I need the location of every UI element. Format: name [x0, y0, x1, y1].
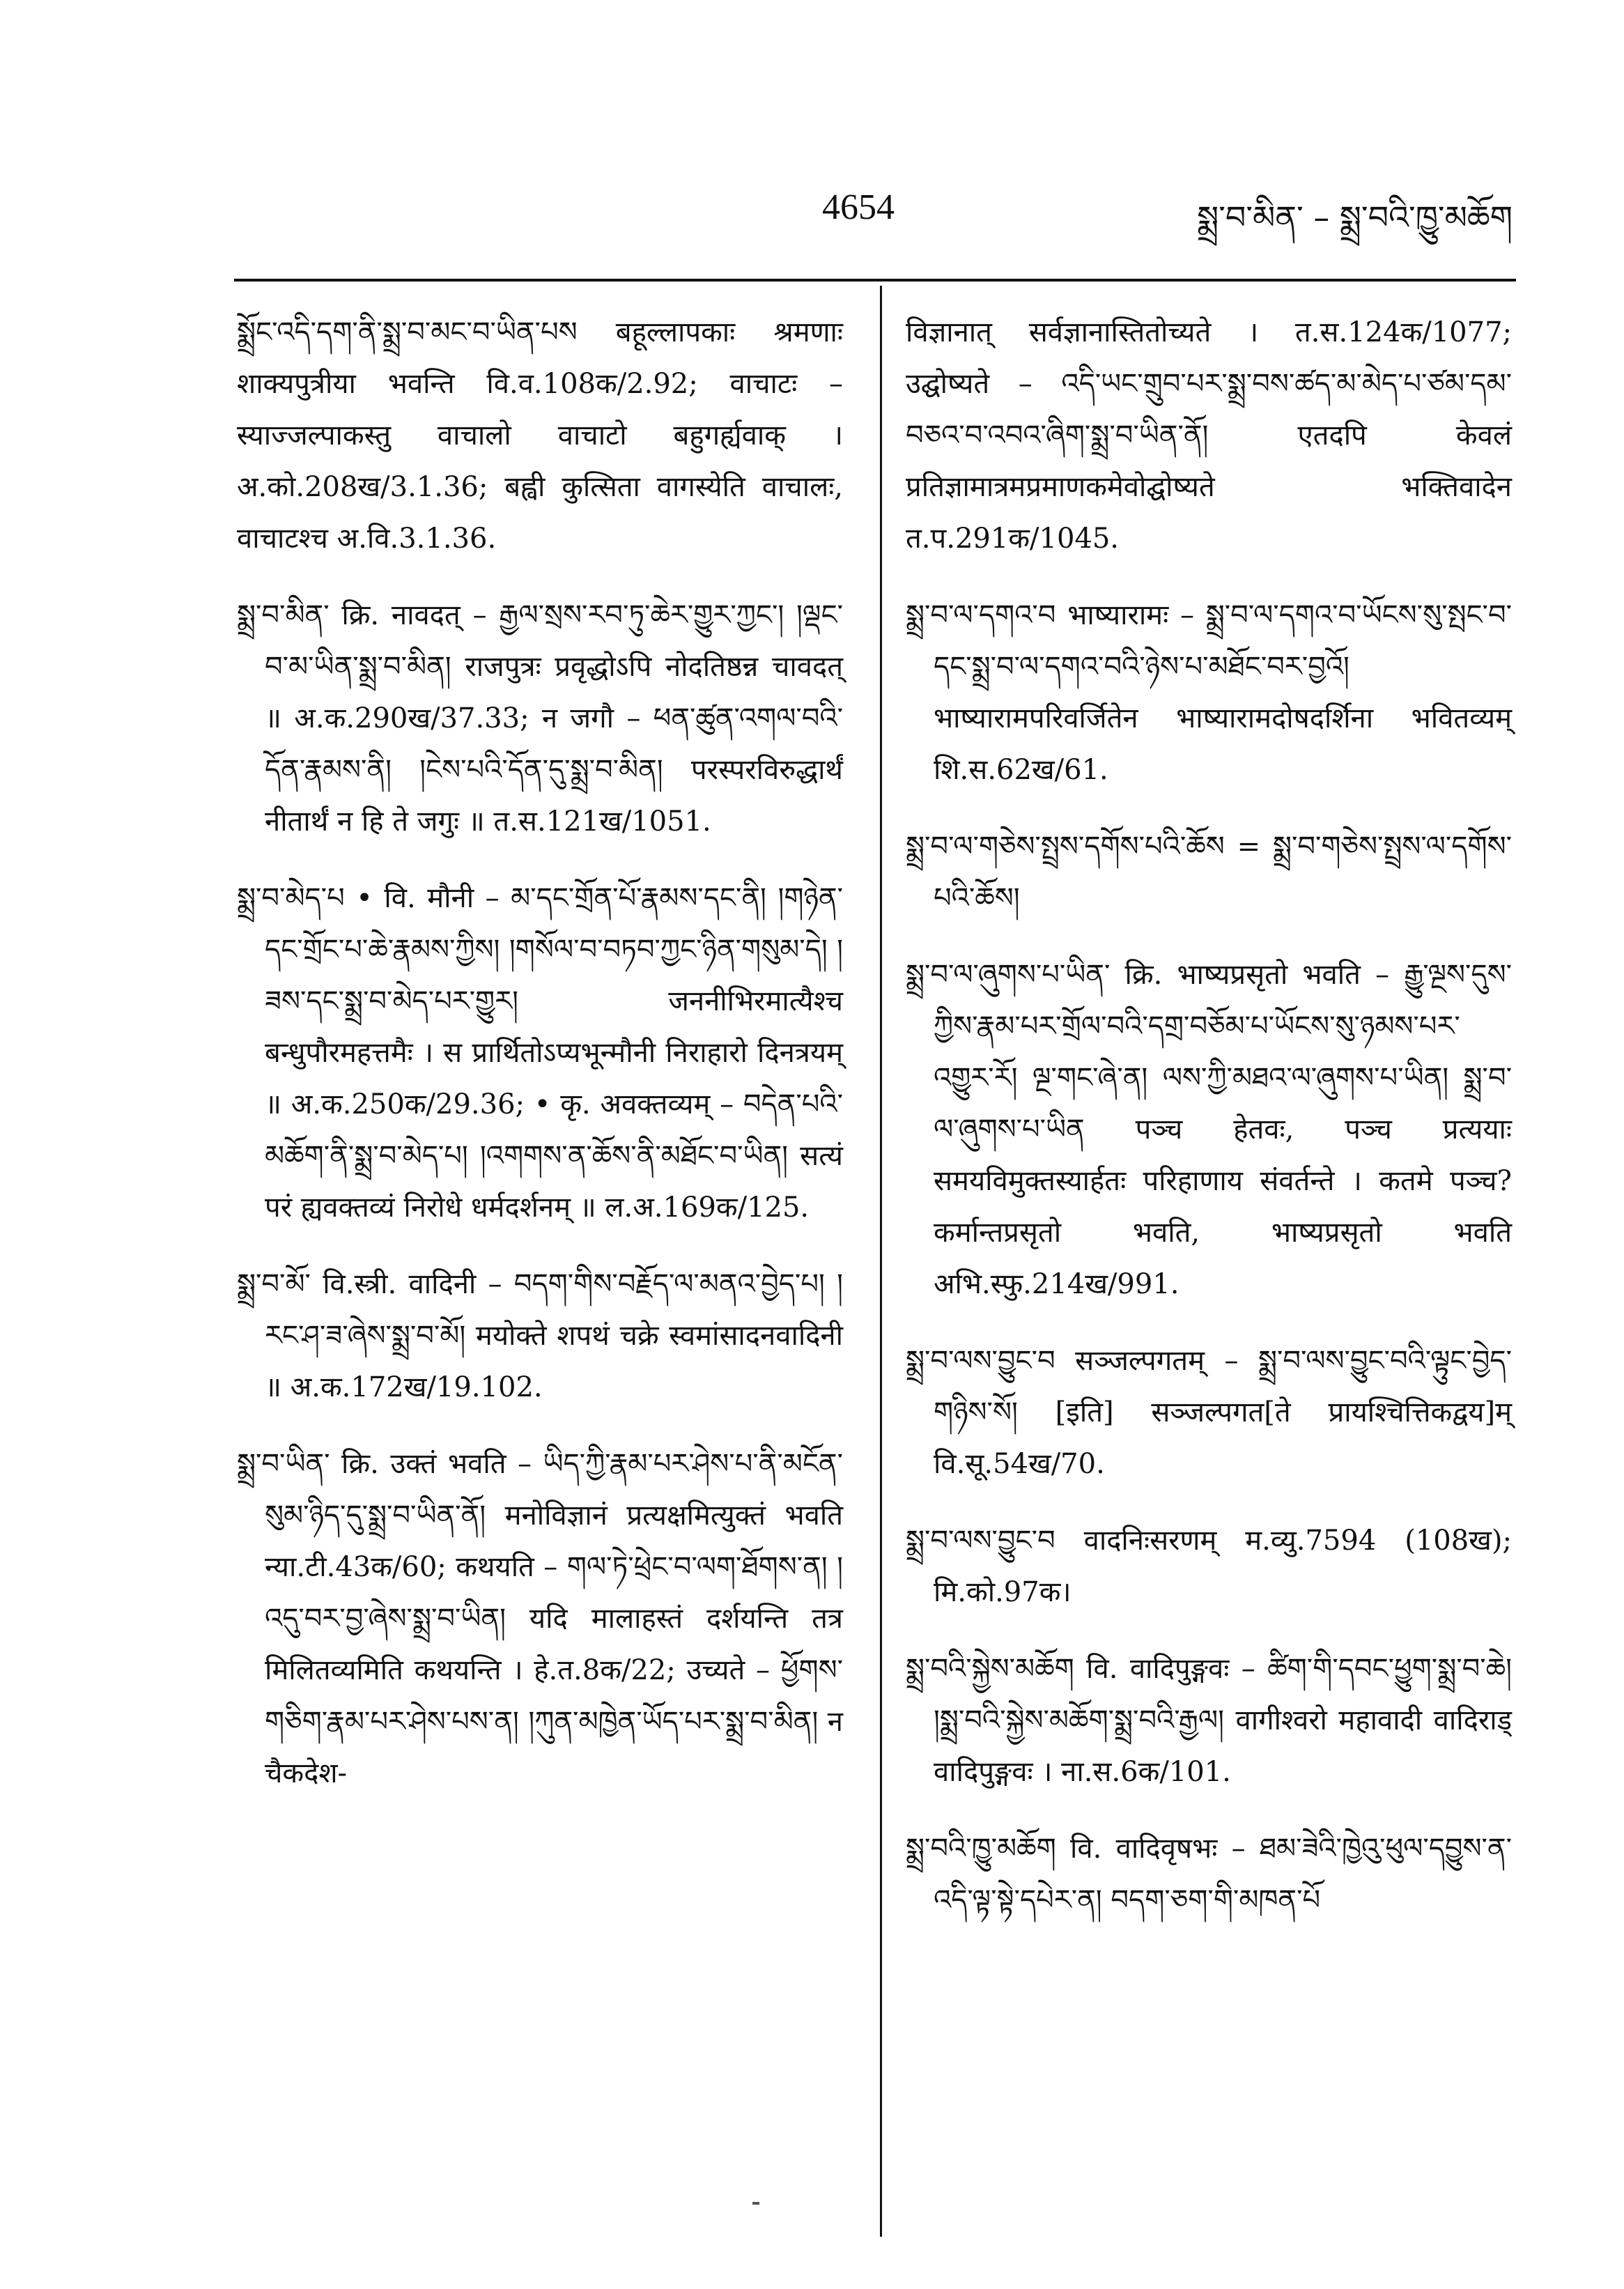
entry-continuation: विज्ञानात् सर्वज्ञानास्तितोच्यते । त.स.124क/1077; उद्घोष्यते – འདི་ཡང་གྲུབ་པར་སྨྲ་བས་ཚད་མ་མེད་པ་ཙམ་དམ་བཅའ་བ་འབའ་ཞིག་སྨྲ་བ་ཡིན་ནོ། एतदपि केवलं प्रतिज्ञामात्रमप्रमाणकमेवोद्घोष्यते भक्तिवादेन त.प.291क/1045.: [906, 316, 1512, 555]
header-rule: [234, 279, 1516, 282]
dictionary-entry: སྨྲ་བ་ལ་ཞུགས་པ་ཡིན་ क्रि. भाष्यप्रसृतो भवति – རྒྱུ་ལྔས་དུས་ཀྱིས་རྣམ་པར་གྲོལ་བའི་དགྲ་བཅོམ་པ་ཡོངས་སུ་ཉམས་པར་འགྱུར་རོ། ལྔ་གང་ཞེ་ན། ལས་ཀྱི་མཐའ་ལ་ཞུགས་པ་ཡིན། སྨྲ་བ་ལ་ཞུགས་པ་ཡིན पञ्च हेतवः, पञ्च प्रत्ययाः समयविमुक्तस्यार्हतः परिहाणाय संवर्तन्ते । कतमे पञ्च? कर्मान्तप्रसृतो भवति, भाष्यप्रसृतो भवति अभि.स्फु.214ख/991.: [906, 959, 1512, 1300]
running-head: སྨྲ་བ་མིན་ – སྨྲ་བའི་ཁྱུ་མཆོག: [1197, 199, 1513, 236]
dictionary-entry: སྨྲ་བའི་ཁྱུ་མཆོག वि. वादिवृषभः – ཐམ་ཟེའི་ཁྱེའུ་ཕུལ་དབྱུས་ན་འདི་ལྟ་སྟེ་དཔེར་ན། བདག་ཅག་གི་མཁན་པོ: [906, 1833, 1512, 1916]
column-divider: [880, 286, 882, 2237]
scan-speck: [752, 2202, 759, 2205]
dictionary-entry: སྨྲ་བ་ཡིན་ क्रि. उक्तं भवति – ཡིད་ཀྱི་རྣམ་པར་ཤེས་པ་ནི་མངོན་སུམ་ཉིད་དུ་སྨྲ་བ་ཡིན་ནོ། मनोविज्ञानं प्रत्यक्षमित्युक्तं भवति न्या.टी.43क/60; कथयति – གལ་ཏེ་ཕྲེང་བ་ལག་ཐོགས་ན། །འདུ་བར་བྱ་ཞེས་སྨྲ་བ་ཡིན། यदि मालाहस्तं दर्शयन्ति तत्र मिलितव्यमिति कथयन्ति । हे.त.8क/22; उच्यते – ཕྱོགས་གཅིག་རྣམ་པར་ཤེས་པས་ན། །ཀུན་མཁྱེན་ཡོད་པར་སྨྲ་བ་མིན། न चैकदेश-: [237, 1448, 843, 1789]
dictionary-entry: སྨྲ་བ་མོ་ वि.स्त्री. वादिनी – བདག་གིས་བརྗོད་ལ་མནའ་བྱེད་པ། །རང་ཤ་ཟ་ཞེས་སྨྲ་བ་མོ། मयोक्ते शपथं चक्रे स्वमांसादनवादिनी ॥ अ.क.172ख/19.102.: [237, 1268, 844, 1403]
dictionary-entry: སྨྲ་བ་མེད་པ • वि. मौनी – མ་དང་གྲོན་པོ་རྣམས་དང་ནི། །གཉེན་དང་གྲོང་པ་ཆེ་རྣམས་ཀྱིས། །གསོལ་བ་བཏབ་ཀྱང་ཉིན་གསུམ་དེ། །ཟས་དང་སྨྲ་བ་མེད་པར་གྱུར། जननीभिरमात्यैश्च बन्धुपौरमहत्तमैः । स प्रार्थितोऽप्यभून्मौनी निराहारो दिनत्रयम् ॥ अ.क.250क/29.36; • कृ. अवक्तव्यम् – བདེན་པའི་མཆོག་ནི་སྨྲ་བ་མེད་པ། །འགགས་ན་ཆོས་ནི་མཐོང་བ་ཡིན། सत्यं परं ह्यवक्तव्यं निरोधे धर्मदर्शनम् ॥ ल.अ.169क/125.: [237, 882, 843, 1224]
page-number: 4654: [822, 187, 895, 227]
left-column: [237, 307, 843, 1824]
dictionary-entry: སྨྲ་བ་མིན་ क्रि. नावदत् – རྒྱལ་སྲས་རབ་ཏུ་ཆེར་གྱུར་ཀྱང་། །ལྡང་བ་མ་ཡིན་སྨྲ་བ་མིན། राजपुत्रः प्रवृद्धोऽपि नोदतिष्ठन्न चावदत् ॥ अ.क.290ख/37.33; न जगौ – ཕན་ཚུན་འགལ་བའི་དོན་རྣམས་ནི། །ངེས་པའི་དོན་དུ་སྨྲ་བ་མིན། परस्परविरुद्धार्थं नीतार्थं न हि ते जगुः ॥ त.स.121ख/1051.: [237, 599, 843, 838]
dictionary-entry: སྨྲ་བ་ལས་བྱུང་བ वादनिःसरणम् म.व्यु.7594 (108ख); मि.को.97क।: [906, 1525, 1512, 1608]
right-column: [906, 307, 1512, 1951]
dictionary-entry: སྨྲ་བ་ལ་དགའ་བ भाष्यारामः – སྨྲ་བ་ལ་དགའ་བ་ཡོངས་སུ་སྤང་བ་དང་སྨྲ་བ་ལ་དགའ་བའི་ཉེས་པ་མཐོང་བར་བྱའོ། भाष्यारामपरिवर्जितेन भाष्यारामदोषदर्शिना भवितव्यम् शि.स.62ख/61.: [906, 599, 1512, 786]
dictionary-entry: སྨྲ་བ་ལ་གཅེས་སྤྲས་དགོས་པའི་ཆོས = སྨྲ་བ་གཅེས་སྤྲས་ལ་དགོས་པའི་ཆོས།: [906, 831, 1512, 914]
dictionary-entry: སྨྲ་བ་ལས་བྱུང་བ सञ्जल्पगतम् – སྨྲ་བ་ལས་བྱུང་བའི་ལྟུང་བྱེད་གཉིས་སོ། [इति] सञ्जल्पगत[ते प्रायश्चित्तिकद्वय]म् वि.सू.54ख/70.: [906, 1345, 1512, 1480]
entry-continuation: སྨྲོང་འདི་དག་ནི་སྨྲ་བ་མང་བ་ཡིན་པས बहूल्लापकाः श्रमणाः शाक्यपुत्रीया भवन्ति वि.व.108क/2.92; वाचाटः – स्याज्जल्पाकस्तु वाचालो वाचाटो बहुगर्ह्यवाक् । अ.को.208ख/3.1.36; बह्वी कुत्सिता वागस्येति वाचालः, वाचाटश्च अ.वि.3.1.36.: [237, 316, 843, 555]
dictionary-entry: སྨྲ་བའི་སྐྱེས་མཆོག वि. वादिपुङ्गवः – ཚིག་གི་དབང་ཕྱུག་སྨྲ་བ་ཆེ། །སྨྲ་བའི་སྐྱེས་མཆོག་སྨྲ་བའི་རྒྱལ། वागीश्वरो महावादी वादिराड् वादिपुङ्गवः । ना.स.6क/101.: [906, 1653, 1512, 1788]
